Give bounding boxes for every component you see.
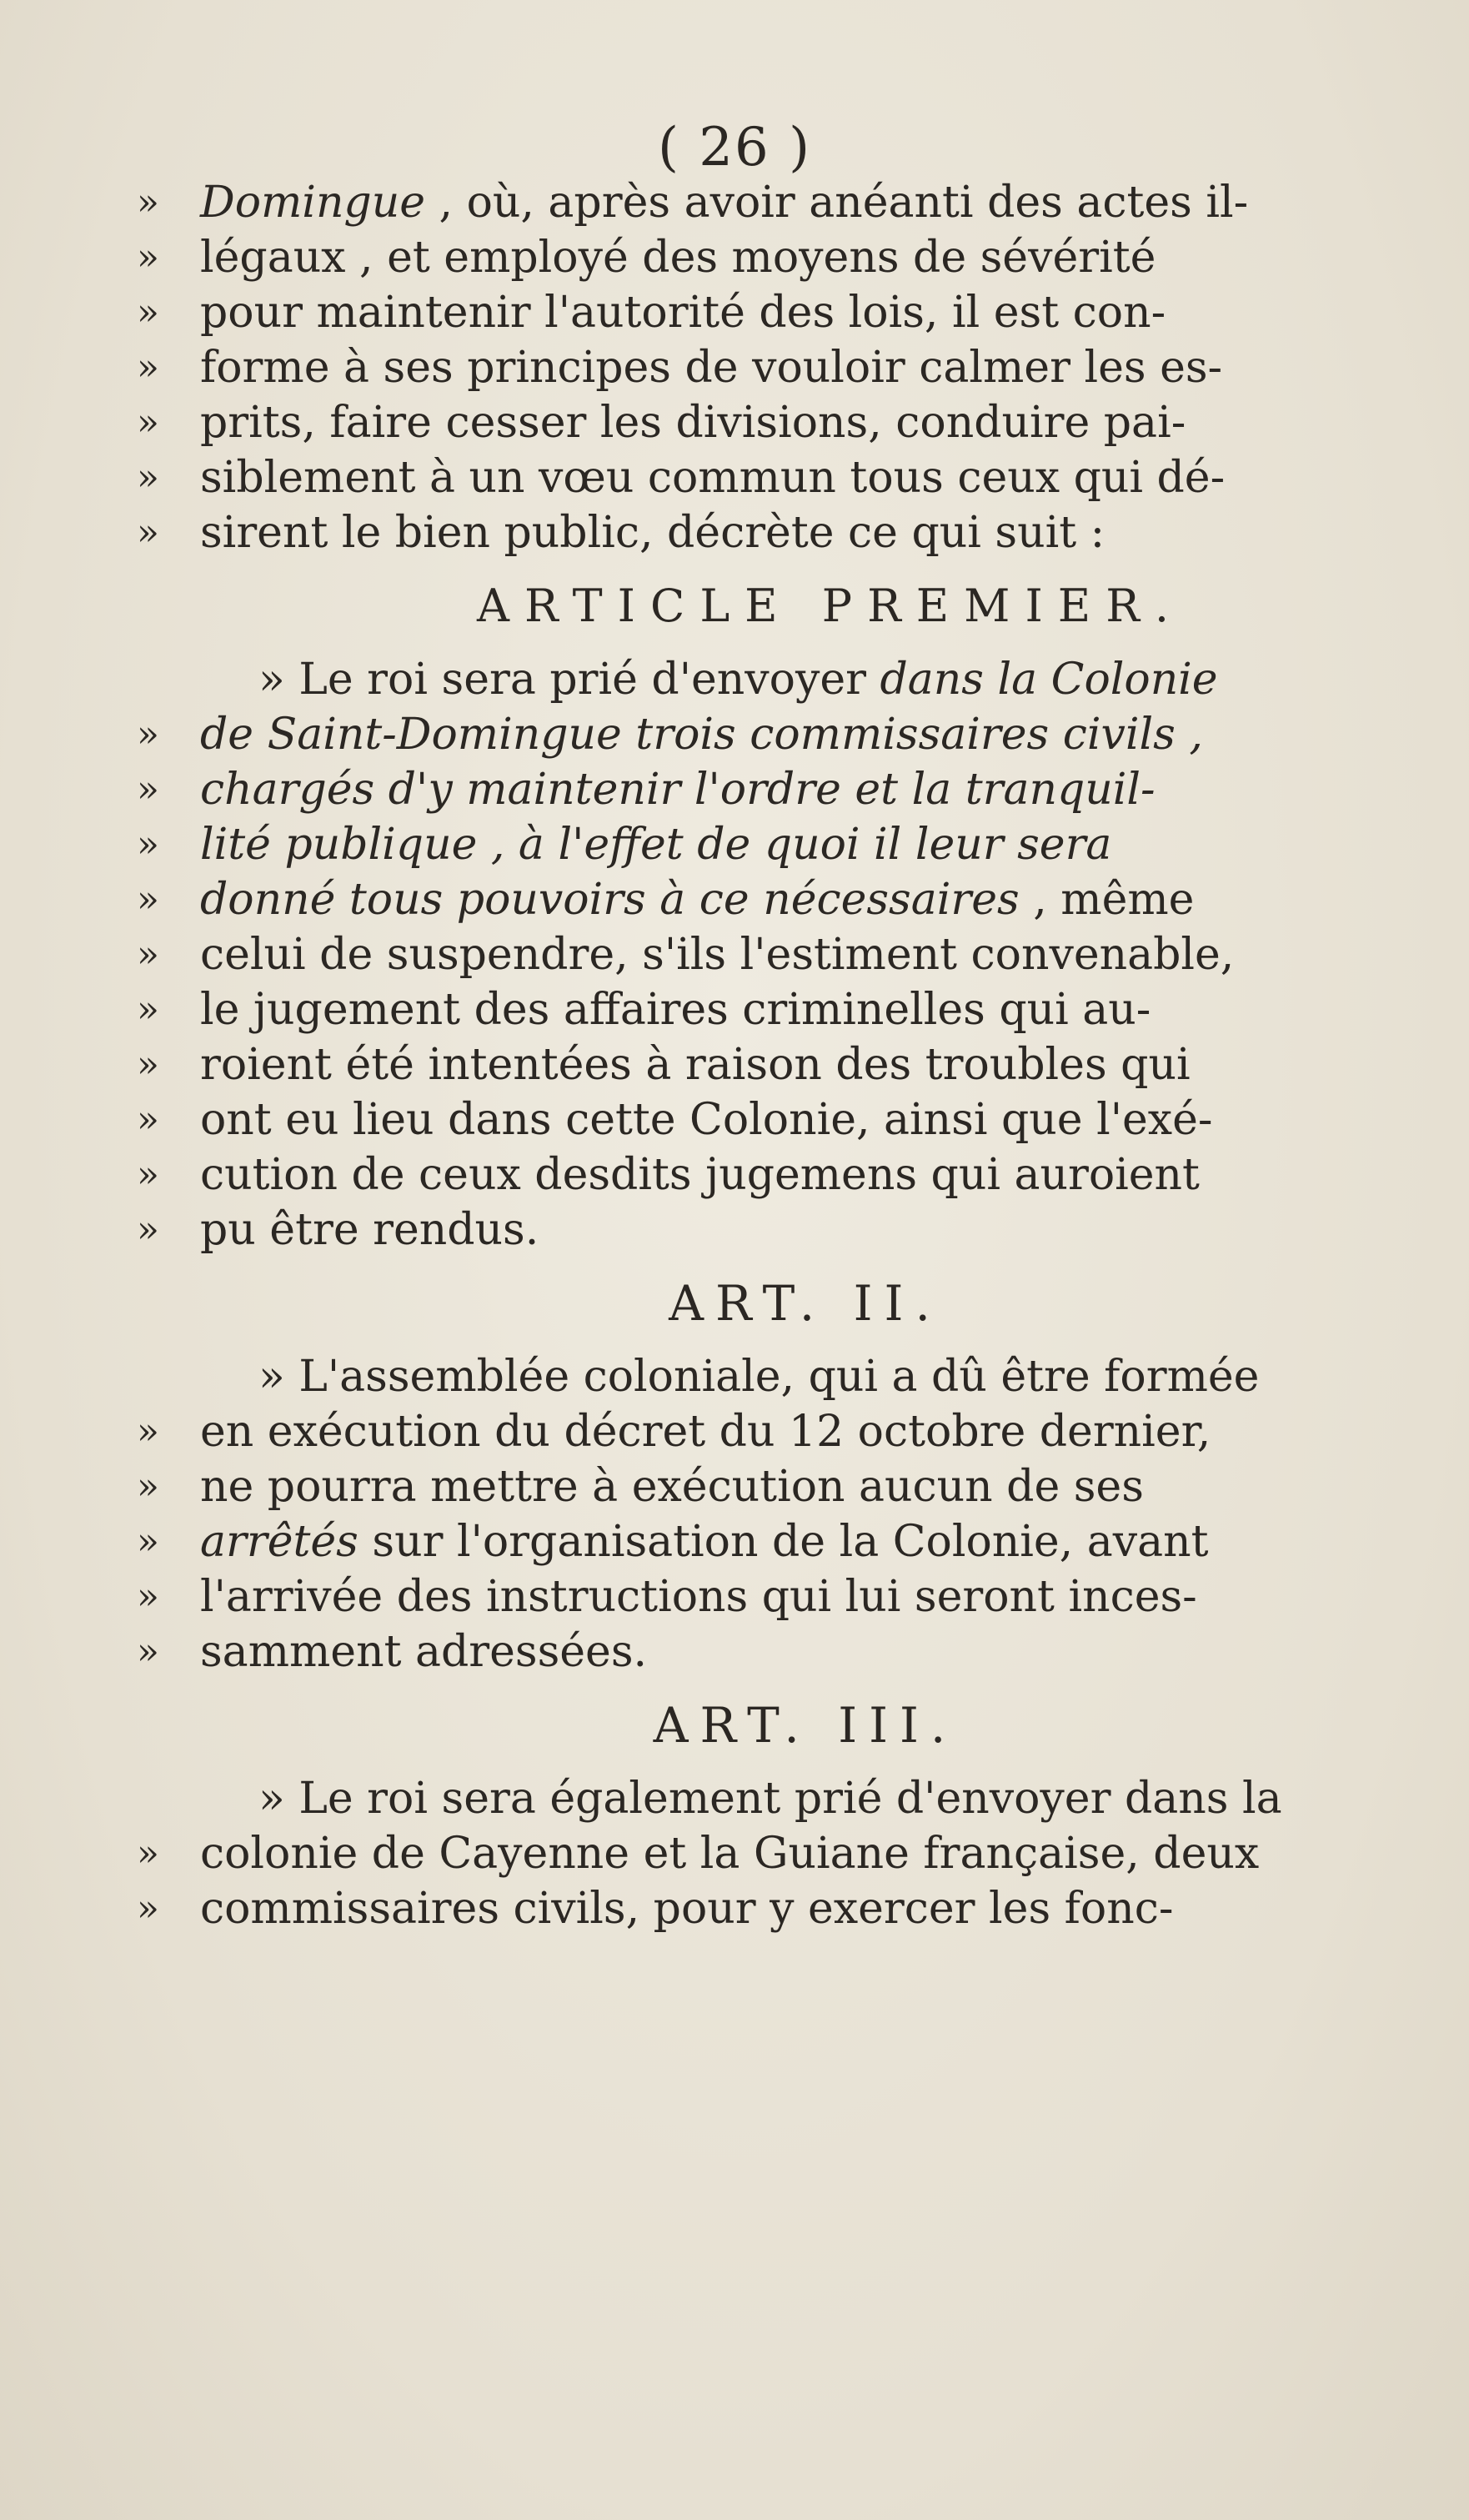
quote-mark: » [137,1043,159,1086]
line-text: en exécution du décret du 12 octobre dernier, [200,1407,1211,1457]
text-line [137,450,1411,505]
line-text: roient été intentées à raison des troubles qui [200,1040,1191,1090]
text-line [137,1624,1411,1679]
text-line [137,1826,1411,1881]
text-line [137,707,1411,762]
quote-mark: » [137,1098,159,1141]
quote-mark: » [137,456,159,499]
line-text: sur l'organisation de la Colonie, avant [358,1517,1209,1567]
text-line [137,340,1411,395]
italic-text: donné tous pouvoirs à ce nécessaires [200,875,1020,925]
italic-text: lité publique , à l'effet de quoi il leur sera [200,820,1112,870]
quote-mark: » [137,236,159,279]
text-line [137,762,1411,817]
text-line [137,1404,1411,1459]
line-text: celui de suspendre, s'ils l'estiment convenable, [200,930,1235,980]
line-text: , même [1019,875,1195,925]
text-line [137,817,1411,872]
quote-mark: » [137,768,159,811]
italic-text: dans la Colonie [880,655,1218,705]
text-line [137,1569,1411,1624]
quote-mark: » [137,346,159,389]
text-line [137,175,1411,230]
quote-mark: » [137,988,159,1031]
text-block [137,175,1411,1936]
quote-mark: » [137,1887,159,1930]
text-line [137,230,1411,285]
line-text: ne pourra mettre à exécution aucun de ses [200,1462,1144,1512]
quote-mark: » [137,1410,159,1453]
text-line [137,1092,1411,1147]
italic-text: chargés d'y maintenir l'ordre et la tranquil- [200,765,1156,815]
text-line [137,1147,1411,1202]
text-line [137,285,1411,340]
italic-text: Domingue [200,178,425,228]
quote-mark: » [137,713,159,755]
italic-text: arrêtés [200,1517,358,1567]
text-line [137,1514,1411,1569]
line-text: prits, faire cesser les divisions, conduire pai- [200,398,1186,448]
text-line [137,927,1411,982]
text-line [137,395,1411,450]
quote-mark: » [137,878,159,921]
line-text: pour maintenir l'autorité des lois, il est con- [200,288,1166,338]
article-heading: ART. III. [653,1697,958,1754]
text-line [137,1459,1411,1514]
text-line [137,1037,1411,1092]
text-line [200,1349,1411,1404]
quote-mark: » [137,1630,159,1673]
text-line [137,1881,1411,1936]
line-text: » Le roi sera également prié d'envoyer dans la [258,1774,1282,1824]
text-line [200,652,1411,707]
quote-mark: » [137,401,159,444]
article-heading: ART. II. [669,1275,942,1332]
line-text: , où, après avoir anéanti des actes il- [424,178,1249,228]
line-text: l'arrivée des instructions qui lui seront inces- [200,1572,1197,1622]
quote-mark: » [137,511,159,554]
line-text: » Le roi sera prié d'envoyer [258,655,880,705]
quote-mark: » [137,1465,159,1508]
line-text: ont eu lieu dans cette Colonie, ainsi que l'exé- [200,1095,1213,1145]
article-heading: ARTICLE PREMIER. [476,580,1185,632]
line-text: samment adressées. [200,1627,648,1677]
quote-mark: » [137,1208,159,1251]
quote-mark: » [137,291,159,334]
line-text: siblement à un vœu commun tous ceux qui dé- [200,453,1226,503]
page-number: ( 26 ) [657,117,812,178]
quote-mark: » [137,1832,159,1875]
line-text: cution de ceux desdits jugemens qui auroient [200,1150,1200,1200]
line-text: forme à ses principes de vouloir calmer les es- [200,343,1223,393]
italic-text: de Saint-Domingue trois commissaires civils , [200,710,1203,760]
line-text: sirent le bien public, décrète ce qui suit : [200,508,1106,558]
text-line [137,1202,1411,1257]
text-line [137,872,1411,927]
text-line [137,982,1411,1037]
quote-mark: » [137,933,159,976]
text-line [137,505,1411,560]
line-text: légaux , et employé des moyens de sévérité [200,233,1156,283]
line-text: colonie de Cayenne et la Guiane française, deux [200,1829,1260,1879]
line-text: pu être rendus. [200,1205,539,1255]
quote-mark: » [137,1153,159,1196]
quote-mark: » [137,823,159,866]
line-text: commissaires civils, pour y exercer les fonc- [200,1884,1174,1934]
text-line [200,1771,1411,1826]
quote-mark: » [137,1575,159,1618]
line-text: » L'assemblée coloniale, qui a dû être formée [258,1352,1260,1402]
quote-mark: » [137,1520,159,1563]
line-text: le jugement des affaires criminelles qui au- [200,985,1151,1035]
quote-mark: » [137,181,159,223]
